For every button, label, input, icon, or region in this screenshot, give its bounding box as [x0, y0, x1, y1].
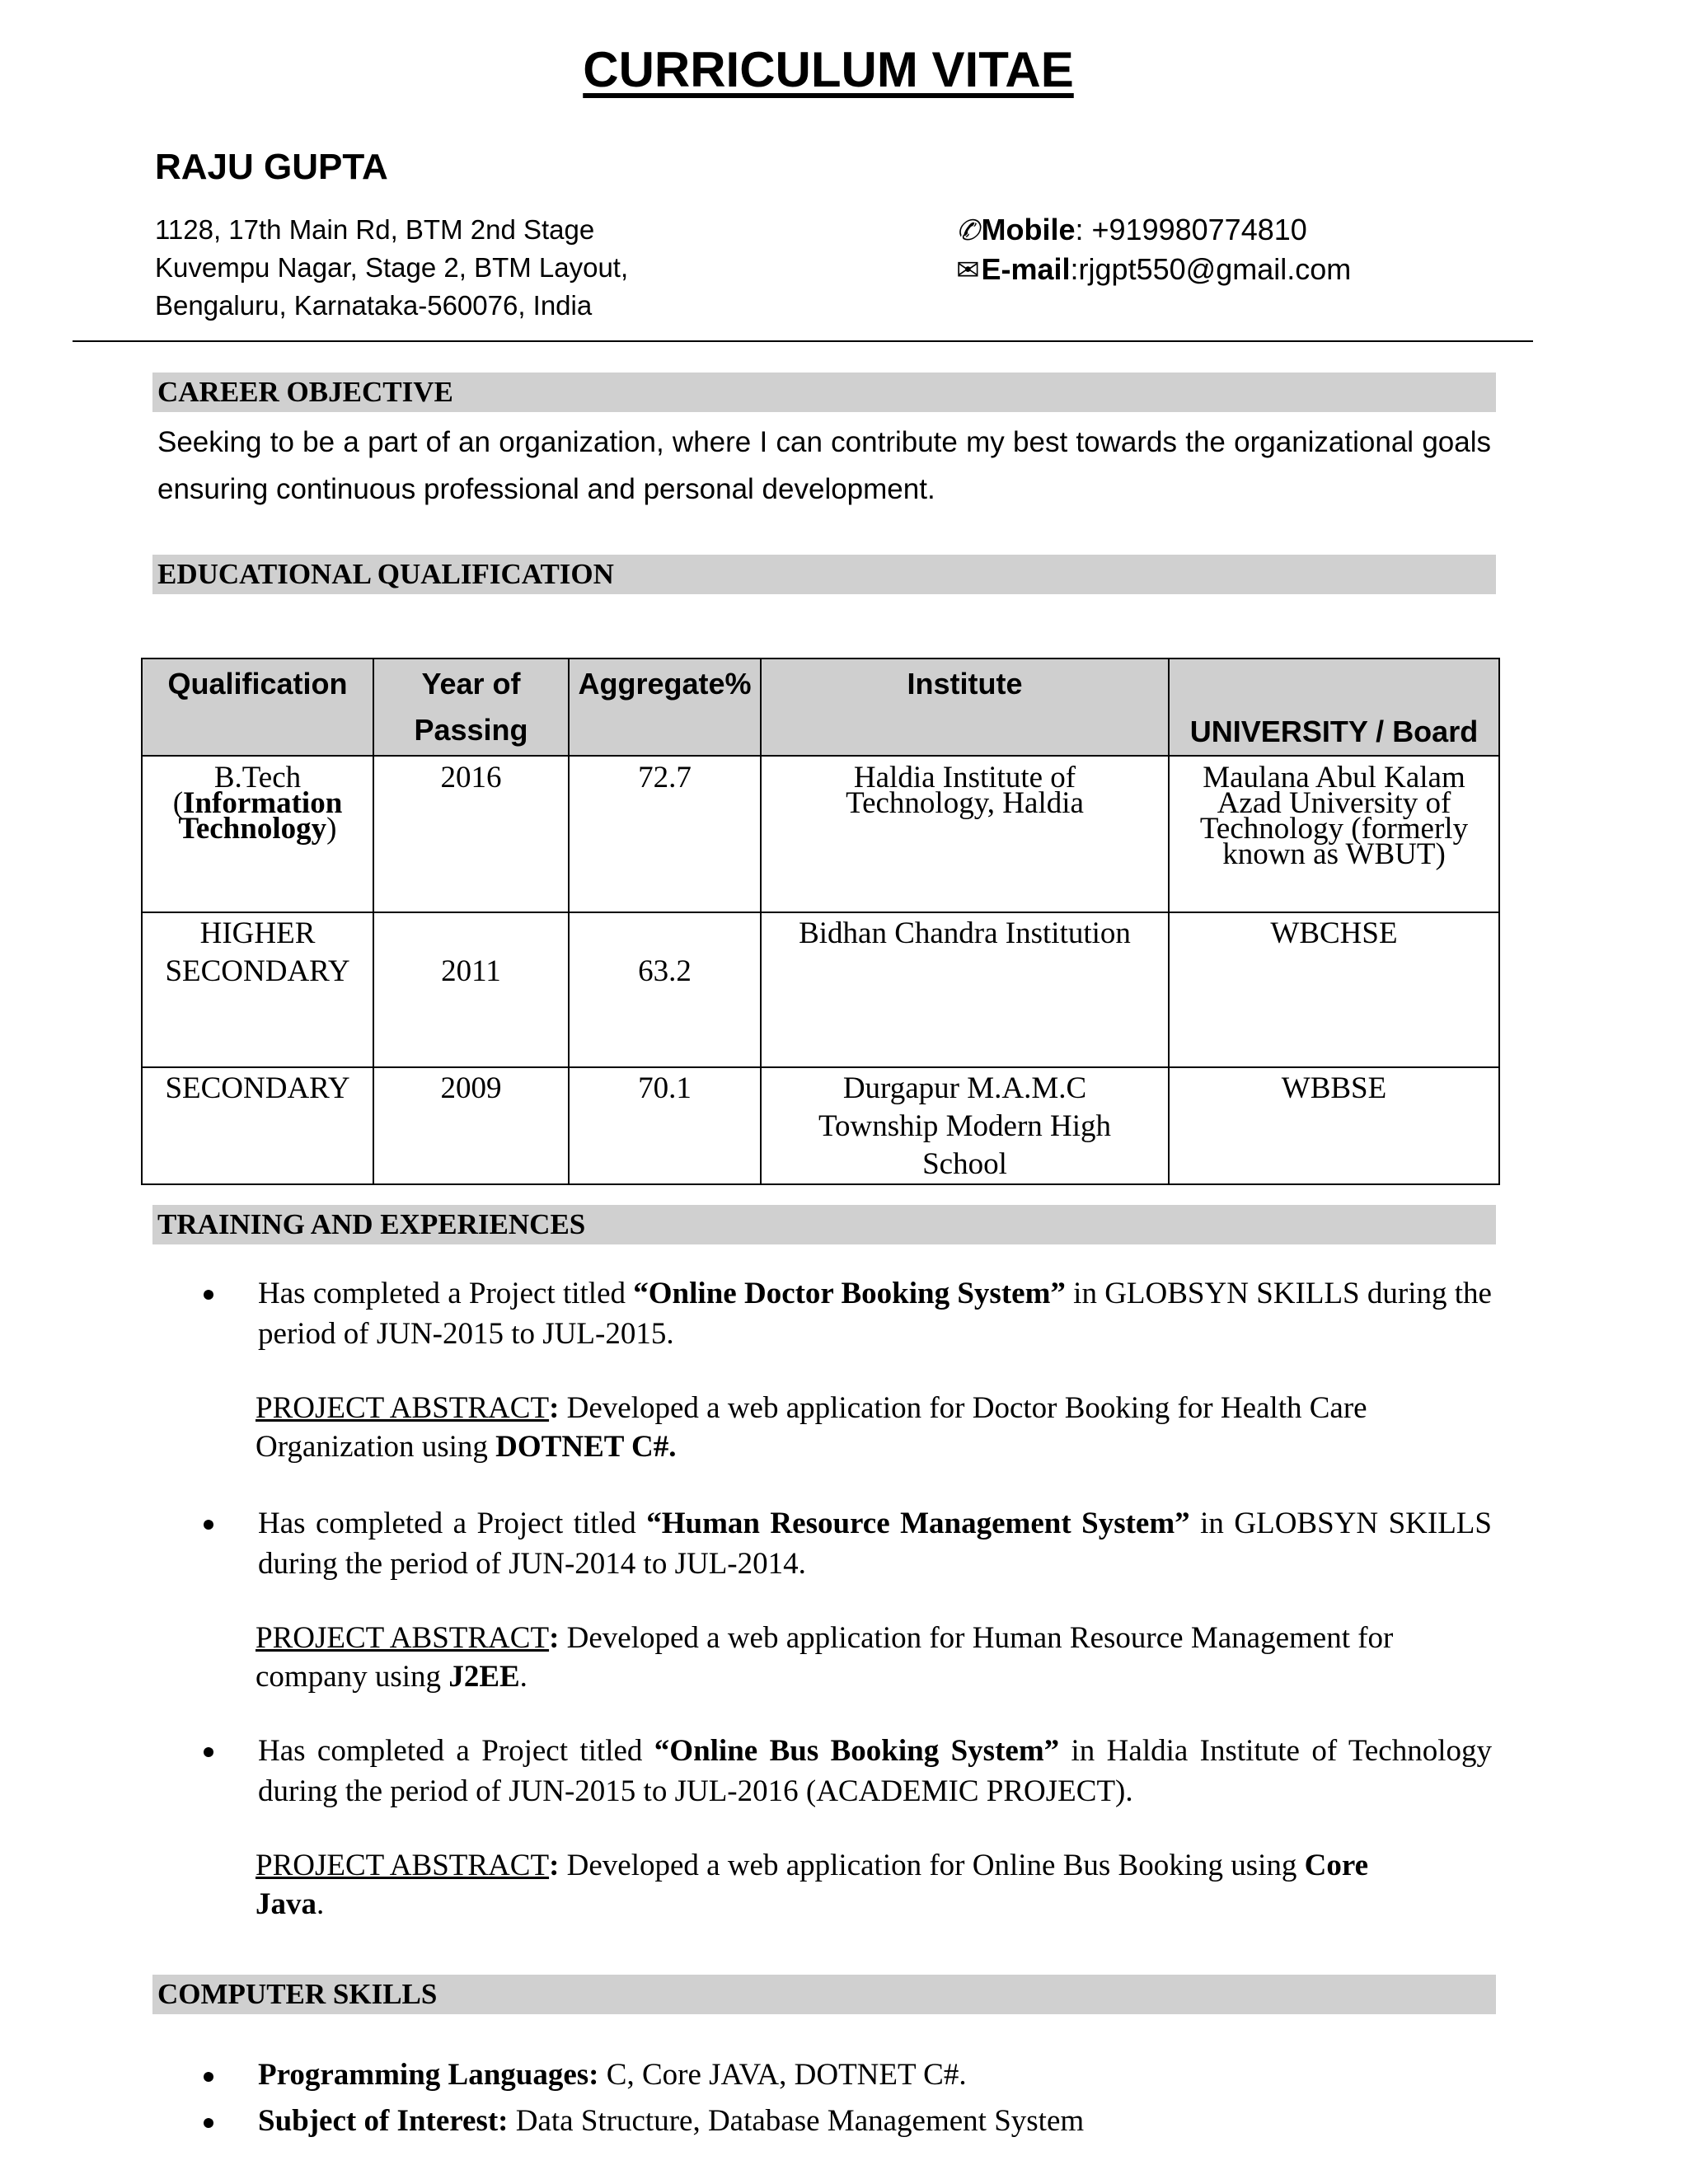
column-header: Qualification	[142, 658, 373, 756]
column-header: UNIVERSITY / Board	[1169, 658, 1499, 756]
mobile-number: : +919980774810	[1075, 213, 1307, 246]
project-text: in Haldia Institute of Technology during the period of JUN-2015 to JUL-2016 (ACADEMIC PROJECT).	[258, 1734, 1492, 1808]
bullet-icon	[204, 1747, 213, 1757]
contact-block	[956, 211, 1351, 289]
bullet-icon	[204, 1520, 213, 1530]
mobile-label: Mobile	[981, 213, 1076, 246]
address-line: Kuvempu Nagar, Stage 2, BTM Layout,	[155, 252, 629, 283]
candidate-name: RAJU GUPTA	[155, 147, 388, 187]
abstract-tech: Core Java	[256, 1849, 1369, 1921]
project-description	[258, 1503, 1492, 1584]
address-block	[155, 211, 628, 325]
skill-label: Programming Languages:	[258, 2058, 599, 2092]
project-abstract: PROJECT ABSTRACT: Developed a web application for Human Resource Management for company using J2EE.	[256, 1621, 1394, 1694]
project-description	[258, 1731, 1492, 1811]
qualification-cell: HIGHER SECONDARY	[142, 912, 373, 1067]
address-line: Bengaluru, Karnataka-560076, India	[155, 290, 593, 321]
section-heading-text: EDUCATIONAL QUALIFICATION	[157, 558, 614, 590]
address-line: 1128, 17th Main Rd, BTM 2nd Stage	[155, 214, 595, 245]
project-text: Has completed a Project titled	[258, 1507, 647, 1540]
training-list	[152, 1731, 1492, 1924]
institute-cell: Haldia Institute of Technology, Haldia	[761, 756, 1169, 912]
skill-value: C, Core JAVA, DOTNET C#.	[598, 2058, 967, 2092]
qualification-detail: Information Technology	[178, 786, 343, 846]
section-heading-text: TRAINING AND EXPERIENCES	[157, 1208, 586, 1240]
institute-cell: Durgapur M.A.M.C Township Modern High School	[761, 1067, 1169, 1184]
project-abstract: PROJECT ABSTRACT: Developed a web application for Online Bus Booking using Core Java.	[256, 1849, 1369, 1921]
project-title: “Online Bus Booking System”	[654, 1734, 1060, 1768]
list-item	[152, 2052, 1492, 2098]
training-list	[152, 1273, 1492, 1466]
project-abstract: PROJECT ABSTRACT: Developed a web application for Doctor Booking for Health Care Organization using DOTNET C#.	[256, 1391, 1367, 1464]
list-item	[152, 1503, 1492, 1696]
table-row	[142, 1067, 1499, 1184]
education-table	[141, 658, 1500, 1185]
document-title: CURRICULUM VITAE	[583, 42, 1074, 97]
aggregate-cell: 72.7	[569, 756, 761, 912]
column-header: Year of Passing	[373, 658, 569, 756]
bullet-icon	[204, 1290, 213, 1300]
year-cell: 2011	[373, 912, 569, 1067]
mobile-row	[956, 211, 1351, 251]
qualification-text: B.Tech	[213, 761, 302, 794]
list-item	[152, 1273, 1492, 1466]
training-list	[152, 1503, 1492, 1696]
skill-value: Data Structure, Database Management System	[508, 2104, 1085, 2138]
education-heading	[152, 555, 1496, 594]
career-objective-heading	[152, 373, 1496, 412]
abstract-label: PROJECT ABSTRACT	[256, 1849, 550, 1882]
abstract-text: Developed a web application for Human Resource Management for company using	[256, 1621, 1394, 1694]
skills-list	[152, 2052, 1492, 2144]
computer-skills-heading	[152, 1975, 1496, 2014]
envelope-icon: ✉	[956, 255, 980, 286]
table-row	[142, 756, 1499, 912]
abstract-label: PROJECT ABSTRACT	[256, 1391, 550, 1425]
board-cell: Maulana Abul Kalam Azad University of Technology (formerly known as WBUT)	[1169, 756, 1499, 912]
career-objective-text: Seeking to be a part of an organization, where I can contribute my best towards the organizational goals ensuring continuous professional and personal development.	[157, 426, 1491, 505]
qualification-cell: B.Tech (Information Technology)	[142, 756, 373, 912]
project-text: in GLOBSYN SKILLS during the period of JUN-2014 to JUL-2014.	[258, 1507, 1492, 1581]
email-label: E-mail	[981, 252, 1071, 286]
project-description	[258, 1273, 1492, 1354]
list-item	[152, 2098, 1492, 2144]
year-cell: 2009	[373, 1067, 569, 1184]
institute-cell: Bidhan Chandra Institution	[761, 912, 1169, 1067]
table-row	[142, 912, 1499, 1067]
email-row	[956, 251, 1351, 289]
column-header: Aggregate%	[569, 658, 761, 756]
abstract-tail: .	[316, 1887, 325, 1921]
skill-label: Subject of Interest:	[258, 2104, 509, 2138]
qualification-cell: SECONDARY	[142, 1067, 373, 1184]
section-heading-text: COMPUTER SKILLS	[157, 1978, 438, 2010]
bullet-icon	[204, 2072, 213, 2082]
training-heading	[152, 1205, 1496, 1244]
project-text: Has completed a Project titled	[258, 1734, 654, 1768]
project-text: Has completed a Project titled	[258, 1277, 634, 1310]
aggregate-cell: 63.2	[569, 912, 761, 1067]
abstract-tech: DOTNET C#.	[495, 1430, 677, 1464]
board-cell: WBBSE	[1169, 1067, 1499, 1184]
header-divider	[73, 340, 1533, 342]
board-cell: WBCHSE	[1169, 912, 1499, 1067]
list-item	[152, 1731, 1492, 1924]
email-address[interactable]: :rjgpt550@gmail.com	[1070, 252, 1352, 286]
table-header-row	[142, 658, 1499, 756]
phone-icon: ✆	[956, 216, 980, 246]
section-heading-text: CAREER OBJECTIVE	[157, 376, 453, 408]
abstract-text: Developed a web application for Online Bus Booking using	[566, 1849, 1305, 1882]
abstract-tech: J2EE	[448, 1660, 520, 1694]
column-header: Institute	[761, 658, 1169, 756]
project-text: in GLOBSYN SKILLS during the period of JUN-2015 to JUL-2015.	[258, 1277, 1492, 1351]
project-title: “Human Resource Management System”	[646, 1507, 1190, 1540]
bullet-icon	[204, 2118, 213, 2128]
abstract-tail: .	[519, 1660, 528, 1694]
abstract-label: PROJECT ABSTRACT	[256, 1621, 550, 1655]
aggregate-cell: 70.1	[569, 1067, 761, 1184]
abstract-text: Developed a web application for Doctor Booking for Health Care Organization using	[256, 1391, 1367, 1464]
year-cell: 2016	[373, 756, 569, 912]
project-title: “Online Doctor Booking System”	[633, 1277, 1066, 1310]
